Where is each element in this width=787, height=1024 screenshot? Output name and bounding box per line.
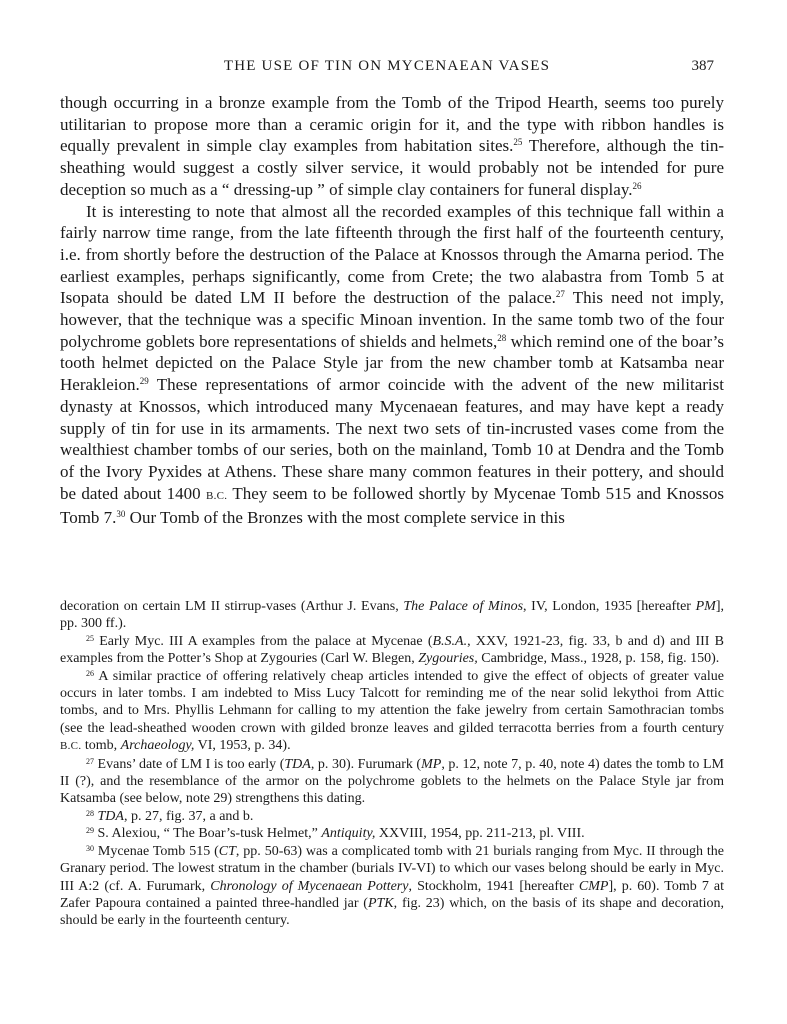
footnote-27: $^{27}$ Evans’ date of LM I is too early (TDA, p. 30). Furumark (MP, p. 12, note 7, p. 40, note 4) dates the tomb to LM II (?), and the resemblance of the armor on the polychrome goblets to the helmets on the Palace Style jar from Katsamba (see below, note 29) strengthens this dating. — [60, 756, 724, 807]
main-text — [60, 92, 724, 529]
paragraph-continued: though occurring in a bronze example from the Tomb of the Tripod Hearth, seems too purely utilitarian to propose more than a ceramic origin for it, and the type with ribbon handles is equally prevalent in simple clay examples from habitation sites.$^{25}$ Therefore, although the tin-sheathing would suggest a costly silver service, it would probably not be intended for pure deception so much as a “ dressing-up ” of simple clay containers for funeral display.$^{26}$ — [60, 93, 724, 199]
running-title: THE USE OF TIN ON MYCENAEAN VASES — [223, 58, 551, 74]
footnote-ref-29: 29 — [139, 376, 149, 387]
footnote-continued: decoration on certain LM II stirrup-vases (Arthur J. Evans, The Palace of Minos, IV, London, 1935 [hereafter PM], pp. 300 ff.). — [60, 599, 724, 632]
footnote-25: $^{25}$ Early Myc. III A examples from the palace at Mycenae (B.S.A., XXV, 1921-23, fig. 33, b and d) and III B examples from the Potter’s Shop at Zygouries (Carl W. Blegen, Zygouries, Cambridge, Mass., 1928, p. 158, fig. 150). — [60, 633, 724, 667]
page-number: 387 — [691, 58, 714, 74]
page-header — [60, 58, 714, 80]
footnote-ref-26: 26 — [632, 180, 642, 191]
footnote-30: $^{30}$ Mycenae Tomb 515 (CT, pp. 50-63) was a complicated tomb with 21 burials ranging from Myc. II through the Granary period. The lowest stratum in the chamber (burials IV-VI) to which our vases belong should be early in Myc. III A:2 (cf. A. Furumark, Chronology of Mycenaean Pottery, Stockholm, 1941 [hereafter CMP], p. 60). Tomb 7 at Zafer Papoura contained a painted three-handled jar (PTK, fig. 23) which, on the basis of its shape and decoration, should be early in the fourteenth century. — [60, 843, 725, 929]
footnote-ref-27: 27 — [555, 289, 565, 300]
footnote-ref-25: 25 — [513, 137, 523, 148]
footnote-26: $^{26}$ A similar practice of offering relatively cheap articles intended to give the effect of objects of greater value occurs in later tombs. I am indebted to Miss Lucy Talcott for reminding me of the near solid lekythoi from Attic tombs, and to Mrs. Phyllis Lehmann for calling to my attention the fake jewelry from certain Samothracian tombs (see the lead-sheathed wooden crown with gilded bronze leaves and gilded terracotta berries from a fourth century B.C. tomb, Archaeology, VI, 1953, p. 34). — [60, 668, 724, 754]
footnote-29: $^{29}$ S. Alexiou, “ The Boar’s-tusk Helmet,” Antiquity, XXVIII, 1954, pp. 211-213, pl. VIII. — [86, 826, 585, 842]
footnotes — [60, 598, 724, 930]
footnote-ref-30: 30 — [116, 509, 126, 520]
paragraph-time-range: It is interesting to note that almost all the recorded examples of this technique fall within a fairly narrow time range, from the late fifteenth through the first half of the fourteenth century, i.e. from shortly before the destruction of the Palace at Knossos through the Amarna period. The earliest examples, perhaps significantly, come from Crete; the two alabastra from Tomb 5 at Isopata should be dated LM II before the destruction of the palace.$^{27}$ This need not imply, however, that the technique was a specific Minoan invention. In the same tomb two of the four polychrome goblets bore representations of shields and helmets,$^{28}$ which remind one of the boar’s tooth helmet depicted on the Palace Style jar from the new chamber tomb at Katsamba near Herakleion.$^{29}$ These representations of armor coincide with the advent of the new militarist dynasty at Knossos, which introduced many Mycenaean features, and may have kept a ready supply of tin for use in its armaments. The next two sets of tin-incrusted vases come from the wealthiest chamber tombs of our series, both on the mainland, Tomb 10 at Dendra and the Tomb of the Ivory Pyxides at Athens. These share many common features in their pottery, and should be dated about 1400 B.C. They seem to be followed shortly by Mycenae Tomb 515 and Knossos Tomb 7.30 Our Tomb of the Bronzes with the most complete service in this — [60, 201, 724, 528]
footnote-ref-28: 28 — [497, 332, 507, 343]
footnote-28: $^{28}$ TDA, p. 27, fig. 37, a and b. — [86, 808, 254, 824]
